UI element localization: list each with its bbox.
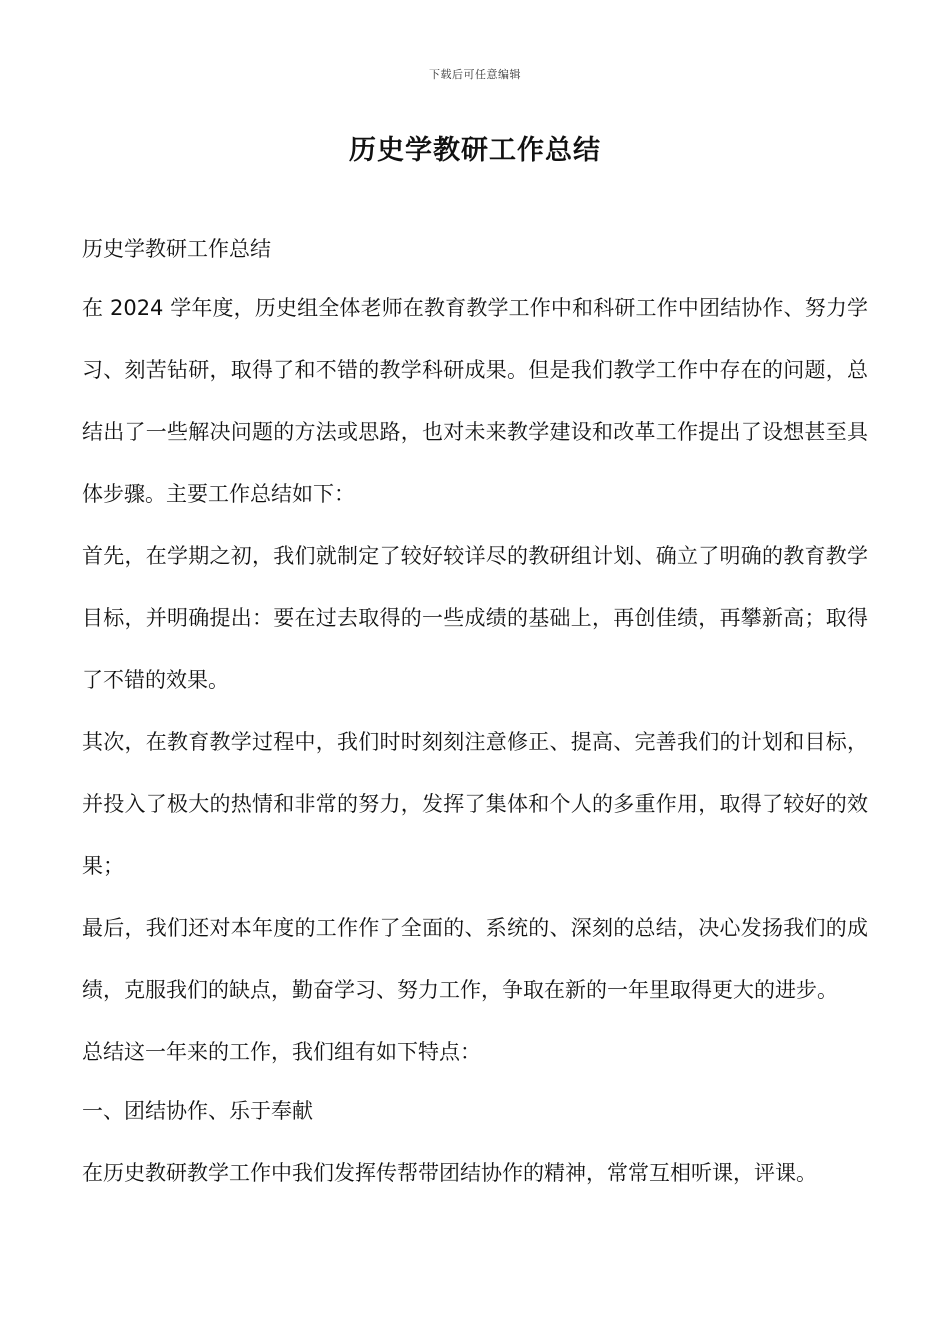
second-point-paragraph: 其次，在教育教学过程中，我们时时刻刻注意修正、提高、完善我们的计划和目标，并投入了极大的热情和非常的努力，发挥了集体和个人的多重作用，取得了较好的效果； (82, 730, 868, 878)
section-1-paragraph: 在历史教研教学工作中我们发挥传帮带团结协作的精神，常常互相听课，评课。 (82, 1161, 817, 1185)
document-title: 历史学教研工作总结 (349, 135, 601, 166)
intro-paragraph: 在 2024 学年度，历史组全体老师在教育教学工作中和科研工作中团结协作、努力学习、刻苦钻研，取得了和不错的教学科研成果。但是我们教学工作中存在的问题，总结出了一些解决问题的方法或思路，也对未来教学建设和改革工作提出了设想甚至具体步骤。主要工作总结如下： (82, 296, 868, 506)
subtitle-paragraph: 历史学教研工作总结 (82, 237, 271, 261)
final-point-paragraph: 最后，我们还对本年度的工作作了全面的、系统的、深刻的总结，决心发扬我们的成绩，克服我们的缺点，勤奋学习、努力工作，争取在新的一年里取得更大的进步。 (82, 916, 868, 1002)
document-body (82, 218, 868, 1204)
section-heading-1: 一、团结协作、乐于奉献 (82, 1099, 313, 1123)
first-point-paragraph: 首先，在学期之初，我们就制定了较好较详尽的教研组计划、确立了明确的教育教学目标，并明确提出：要在过去取得的一些成绩的基础上，再创佳绩，再攀新高；取得了不错的效果。 (82, 544, 868, 692)
summary-intro-paragraph: 总结这一年来的工作，我们组有如下特点： (82, 1040, 481, 1064)
header-note: 下载后可任意编辑 (429, 68, 521, 81)
